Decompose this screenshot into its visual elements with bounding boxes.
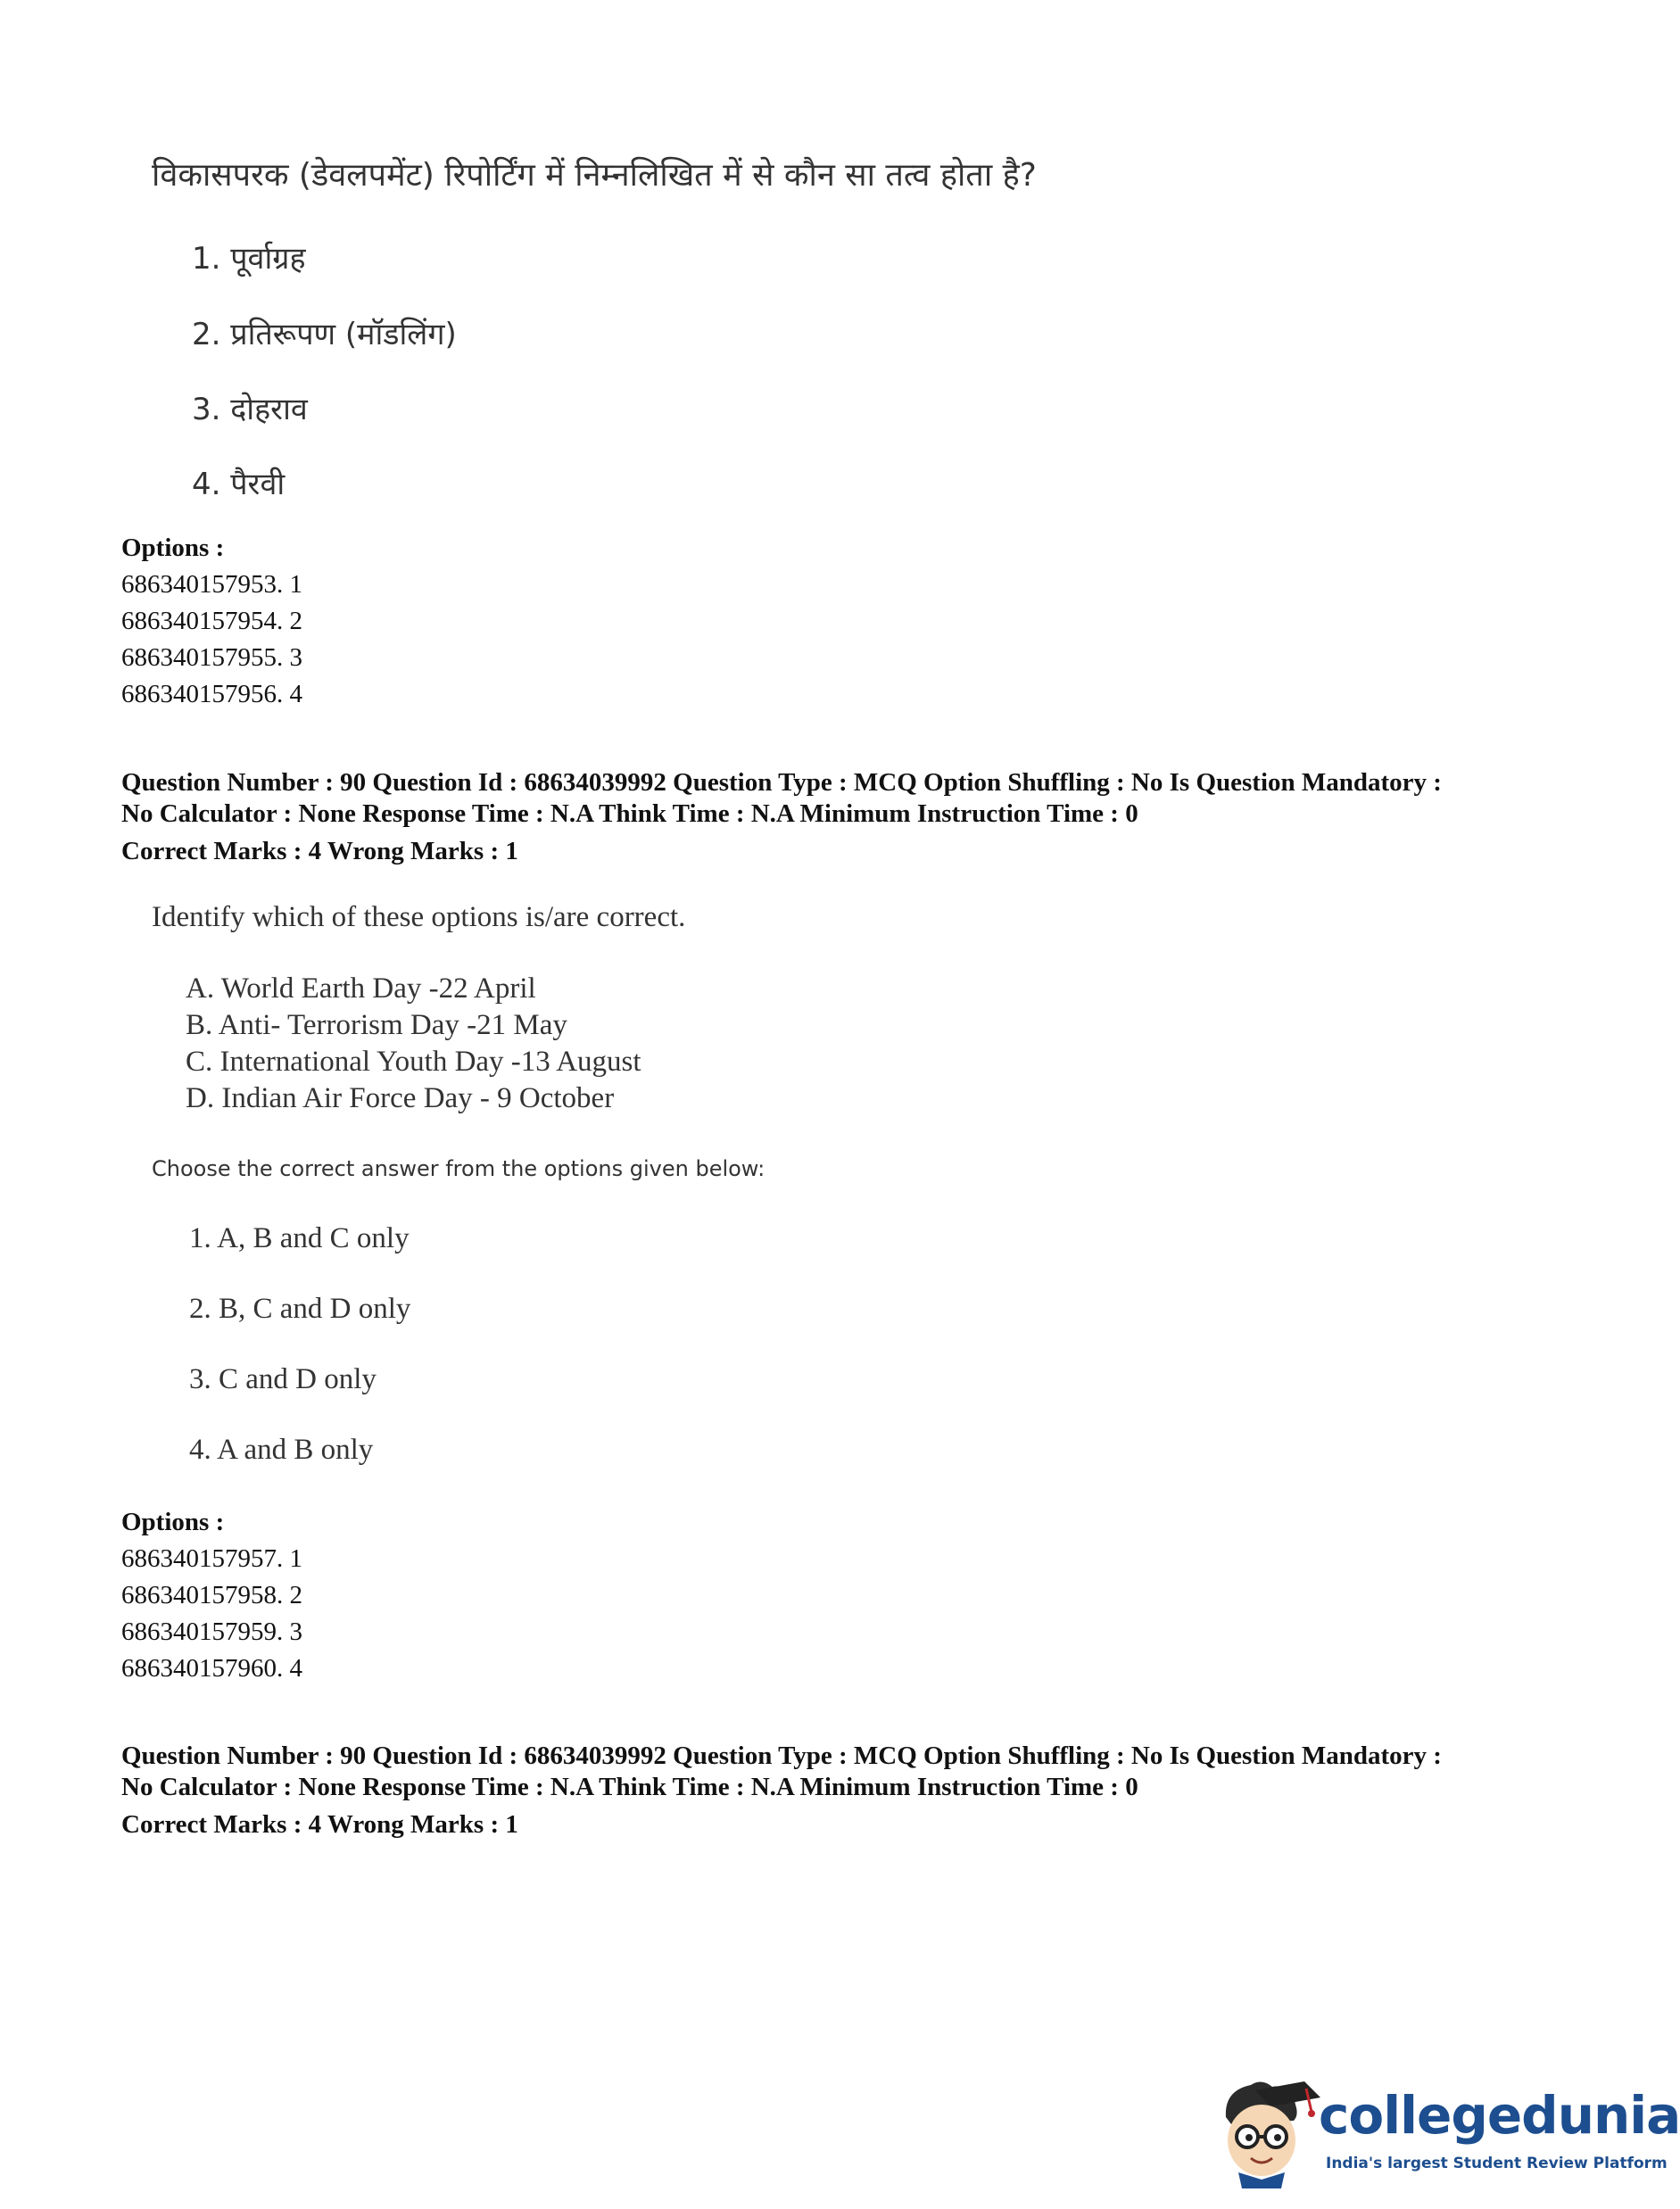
question-3-meta-line-1: Question Number : 90 Question Id : 68634039992 Question Type : MCQ Option Shuffling : No Is Question Mandatory : <box>121 1742 1442 1770</box>
mascot-icon <box>1206 2074 1322 2190</box>
question-2-choice-1: 1. A, B and C only <box>189 1222 410 1254</box>
statement-b: B. Anti- Terrorism Day -21 May <box>186 1009 567 1041</box>
logo-tagline: India's largest Student Review Platform <box>1326 2155 1668 2172</box>
question-1-choice-4: 4. पैरवी <box>192 467 286 502</box>
option-id-3: 686340157955. 3 <box>121 643 302 672</box>
statement-c: C. International Youth Day -13 August <box>186 1046 641 1078</box>
option-id-2: 686340157954. 2 <box>121 607 302 635</box>
option-id-1: 686340157953. 1 <box>121 570 302 599</box>
options-heading: Options : <box>121 534 225 562</box>
option-id-2: 686340157958. 2 <box>121 1581 302 1609</box>
option-id-4: 686340157960. 4 <box>121 1654 302 1683</box>
question-1-choice-2: 2. प्रतिरूपण (मॉडलिंग) <box>192 317 457 352</box>
options-heading: Options : <box>121 1508 225 1536</box>
logo-brand: collegedunia <box>1319 2085 1680 2146</box>
collegedunia-logo <box>1206 2074 1680 2190</box>
question-1-choice-1: 1. पूर्वाग्रह <box>192 241 306 277</box>
question-2-meta-line-1: Question Number : 90 Question Id : 68634039992 Question Type : MCQ Option Shuffling : No Is Question Mandatory : <box>121 768 1442 797</box>
question-3-marks: Correct Marks : 4 Wrong Marks : 1 <box>121 1810 518 1839</box>
statement-a: A. World Earth Day -22 April <box>186 972 536 1005</box>
question-3-metadata <box>121 1741 1442 1841</box>
question-1-options <box>121 530 302 713</box>
option-id-3: 686340157959. 3 <box>121 1617 302 1646</box>
option-id-1: 686340157957. 1 <box>121 1544 302 1573</box>
option-id-4: 686340157956. 4 <box>121 680 302 708</box>
question-1-choice-3: 3. दोहराव <box>192 392 308 427</box>
question-2-choice-4: 4. A and B only <box>189 1434 374 1466</box>
question-2-choice-2: 2. B, C and D only <box>189 1293 411 1325</box>
question-2-marks: Correct Marks : 4 Wrong Marks : 1 <box>121 837 518 865</box>
question-2-instruction: Choose the correct answer from the options given below: <box>152 1156 766 1181</box>
question-3-meta-line-2: No Calculator : None Response Time : N.A Think Time : N.A Minimum Instruction Time : 0 <box>121 1773 1138 1801</box>
statement-d: D. Indian Air Force Day - 9 October <box>186 1082 615 1114</box>
question-2-meta-line-2: No Calculator : None Response Time : N.A Think Time : N.A Minimum Instruction Time : 0 <box>121 799 1138 828</box>
question-2-options <box>121 1504 302 1687</box>
question-1-text: विकासपरक (डेवलपमेंट) रिपोर्टिंग में निम्नलिखित में से कौन सा तत्व होता है? <box>152 157 1037 194</box>
question-2-metadata <box>121 767 1442 867</box>
question-2-choice-3: 3. C and D only <box>189 1363 377 1395</box>
question-2-text: Identify which of these options is/are correct. <box>152 901 686 933</box>
